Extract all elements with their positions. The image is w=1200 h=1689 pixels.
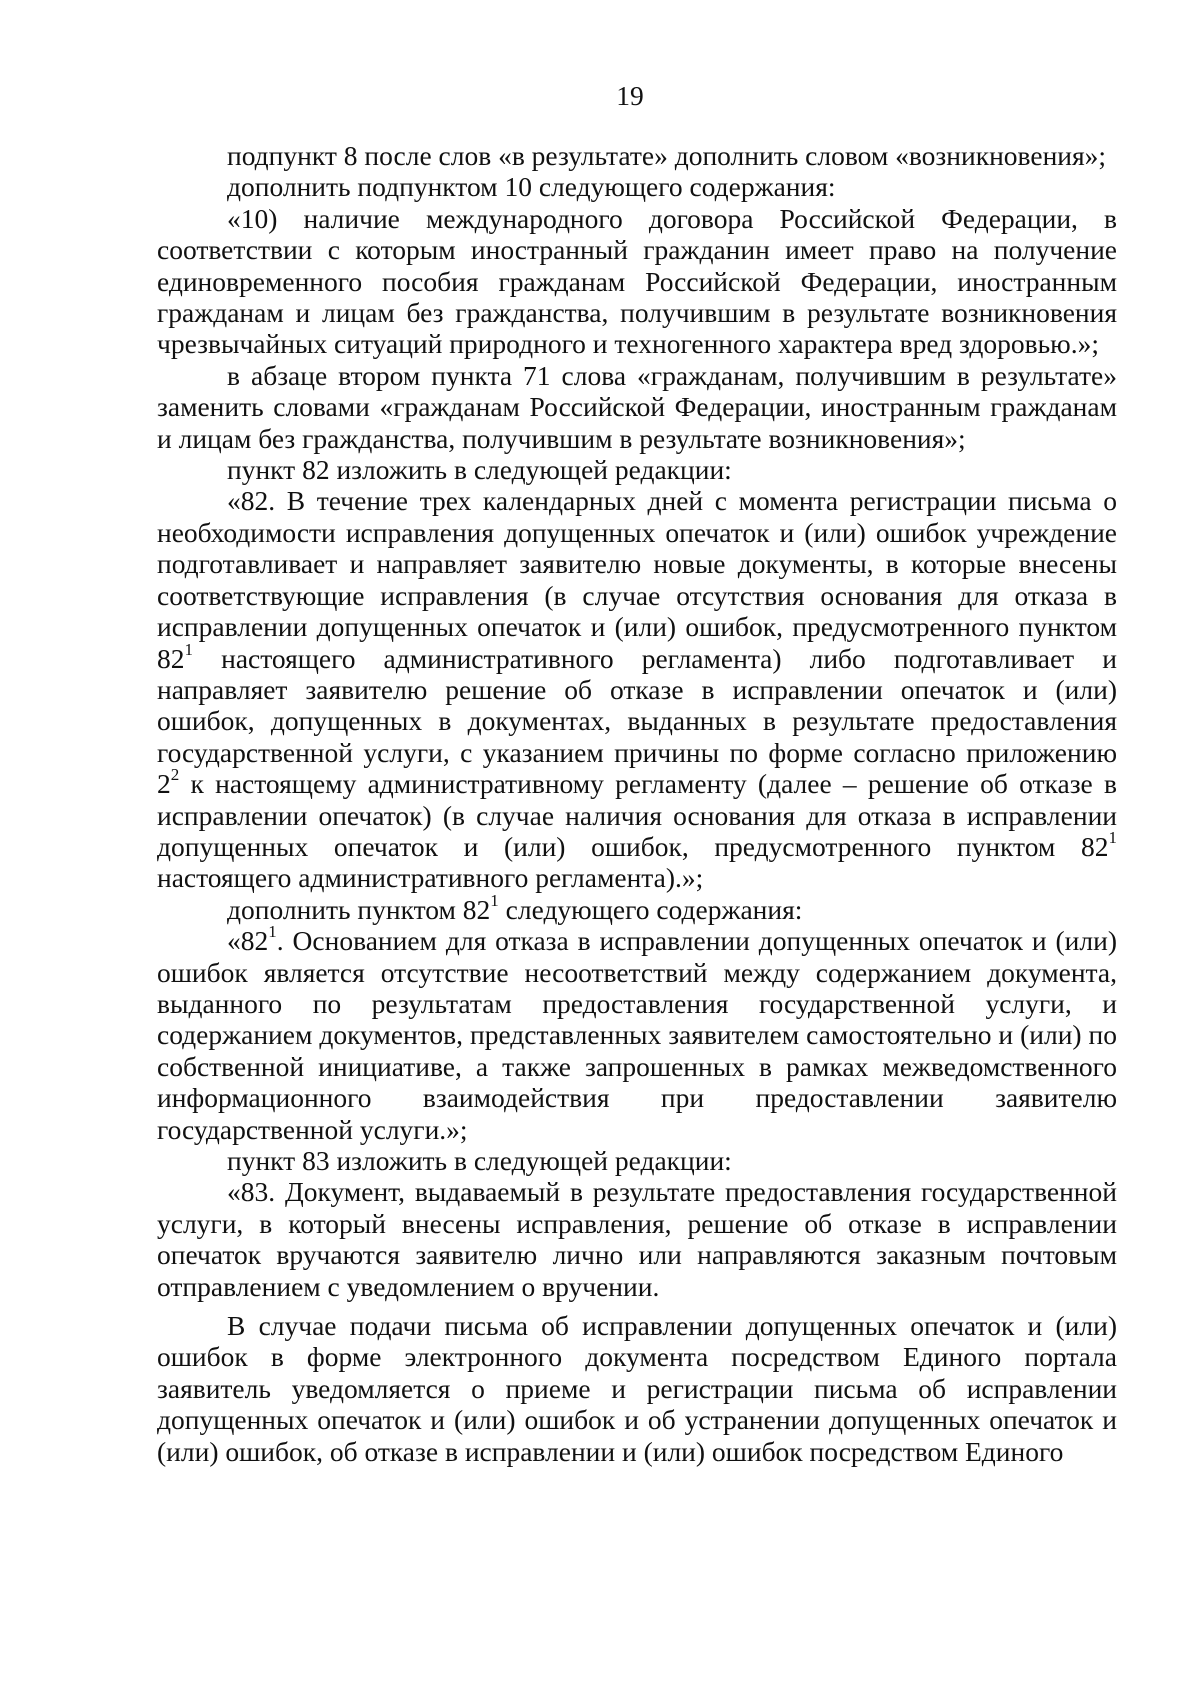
text-segment: дополнить пунктом 82 <box>227 893 491 925</box>
paragraph-p1 <box>157 140 1117 171</box>
text-segment: дополнить подпунктом 10 следующего содержания: <box>227 171 836 203</box>
paragraph-p2 <box>157 171 1117 202</box>
text-segment: «82. В течение трех календарных дней с момента регистрации письма о необходимости исправления допущенных опечаток и (или) ошибок учреждение подготавливает и направляет заявителю новые документы, в которые внесены соответствующие исправления (в случае отсутствия основания для отказа в исправлении допущенных опечаток и (или) ошибок, предусмотренного пунктом 82 <box>157 485 1117 674</box>
text-segment: настоящего административного регламента) либо подготавливает и направляет заявителю решение об отказе в исправлении опечаток и (или) ошибок, допущенных в документах, выданных в результате предоставления государственной услуги, с указанием причины по форме согласно приложению 2 <box>157 642 1117 800</box>
superscript: 1 <box>1108 828 1117 848</box>
text-segment: «10) наличие международного договора Российской Федерации, в соответствии с которым иностранный гражданин имеет право на получение единовременного пособия гражданам Российской Федерации, иностранным гражданам и лицам без гражданства, получившим в результате возникновения чрезвычайных ситуаций природного и техногенного характера вред здоровью.»; <box>157 202 1117 360</box>
text-segment: . Основанием для отказа в исправлении допущенных опечаток и (или) ошибок является отсутствие несоответствий между содержанием документа, выданного по результатам предоставления государственной услуги, и содержанием документов, представленных заявителем самостоятельно и (или) по собственной инициативе, а также запрошенных в рамках межведомственного информационного взаимодействия при предоставлении заявителю государственной услуги.»; <box>157 925 1117 1145</box>
text-segment: следующего содержания: <box>498 893 803 925</box>
text-segment: в абзаце втором пункта 71 слова «гражданам, получившим в результате» заменить словами «гражданам Российской Федерации, иностранным гражданам и лицам без гражданства, получившим в результате возникновения»; <box>157 359 1117 454</box>
document-body <box>157 140 1117 1467</box>
text-segment: В случае подачи письма об исправлении допущенных опечаток и (или) ошибок в форме электронного документа посредством Единого портала заявитель уведомляется о приеме и регистрации письма об исправлении допущенных опечаток и (или) ошибок и об устранении допущенных опечаток и (или) ошибок, об отказе в исправлении и (или) ошибок посредством Единого <box>157 1310 1117 1467</box>
paragraph-p6 <box>157 485 1117 893</box>
page-number: 19 <box>616 80 644 111</box>
paragraph-p11 <box>157 1310 1117 1467</box>
text-segment: «83. Документ, выдаваемый в результате предоставления государственной услуги, в который внесены исправления, решение об отказе в исправлении опечаток вручаются заявителю лично или направляются заказным почтовым отправлением с уведомлением о вручении. <box>157 1176 1117 1302</box>
paragraph-p8 <box>157 922 1117 1145</box>
paragraph-p10 <box>157 1176 1117 1302</box>
superscript: 1 <box>268 922 277 942</box>
text-segment: пункт 82 изложить в следующей редакции: <box>227 454 732 486</box>
superscript: 1 <box>184 639 194 659</box>
superscript: 1 <box>490 891 499 911</box>
paragraph-p3 <box>157 203 1117 360</box>
text-segment: настоящего административного регламента).»; <box>157 862 704 894</box>
paragraph-p7 <box>157 891 1117 925</box>
superscript: 2 <box>170 765 180 785</box>
text-segment: пункт 83 изложить в следующей редакции: <box>227 1145 732 1176</box>
paragraph-p4 <box>157 360 1117 454</box>
text-segment: подпункт 8 после слов «в результате» дополнить словом «возникновения»; <box>227 140 1107 171</box>
text-segment: к настоящему административному регламенту (далее – решение об отказе в исправлении опечаток) (в случае наличия основания для отказа в исправлении допущенных опечаток и (или) ошибок, предусмотренного пунктом 82 <box>157 768 1117 862</box>
text-segment: «82 <box>227 925 269 957</box>
paragraph-p5 <box>157 454 1117 485</box>
paragraph-p9 <box>157 1145 1117 1176</box>
